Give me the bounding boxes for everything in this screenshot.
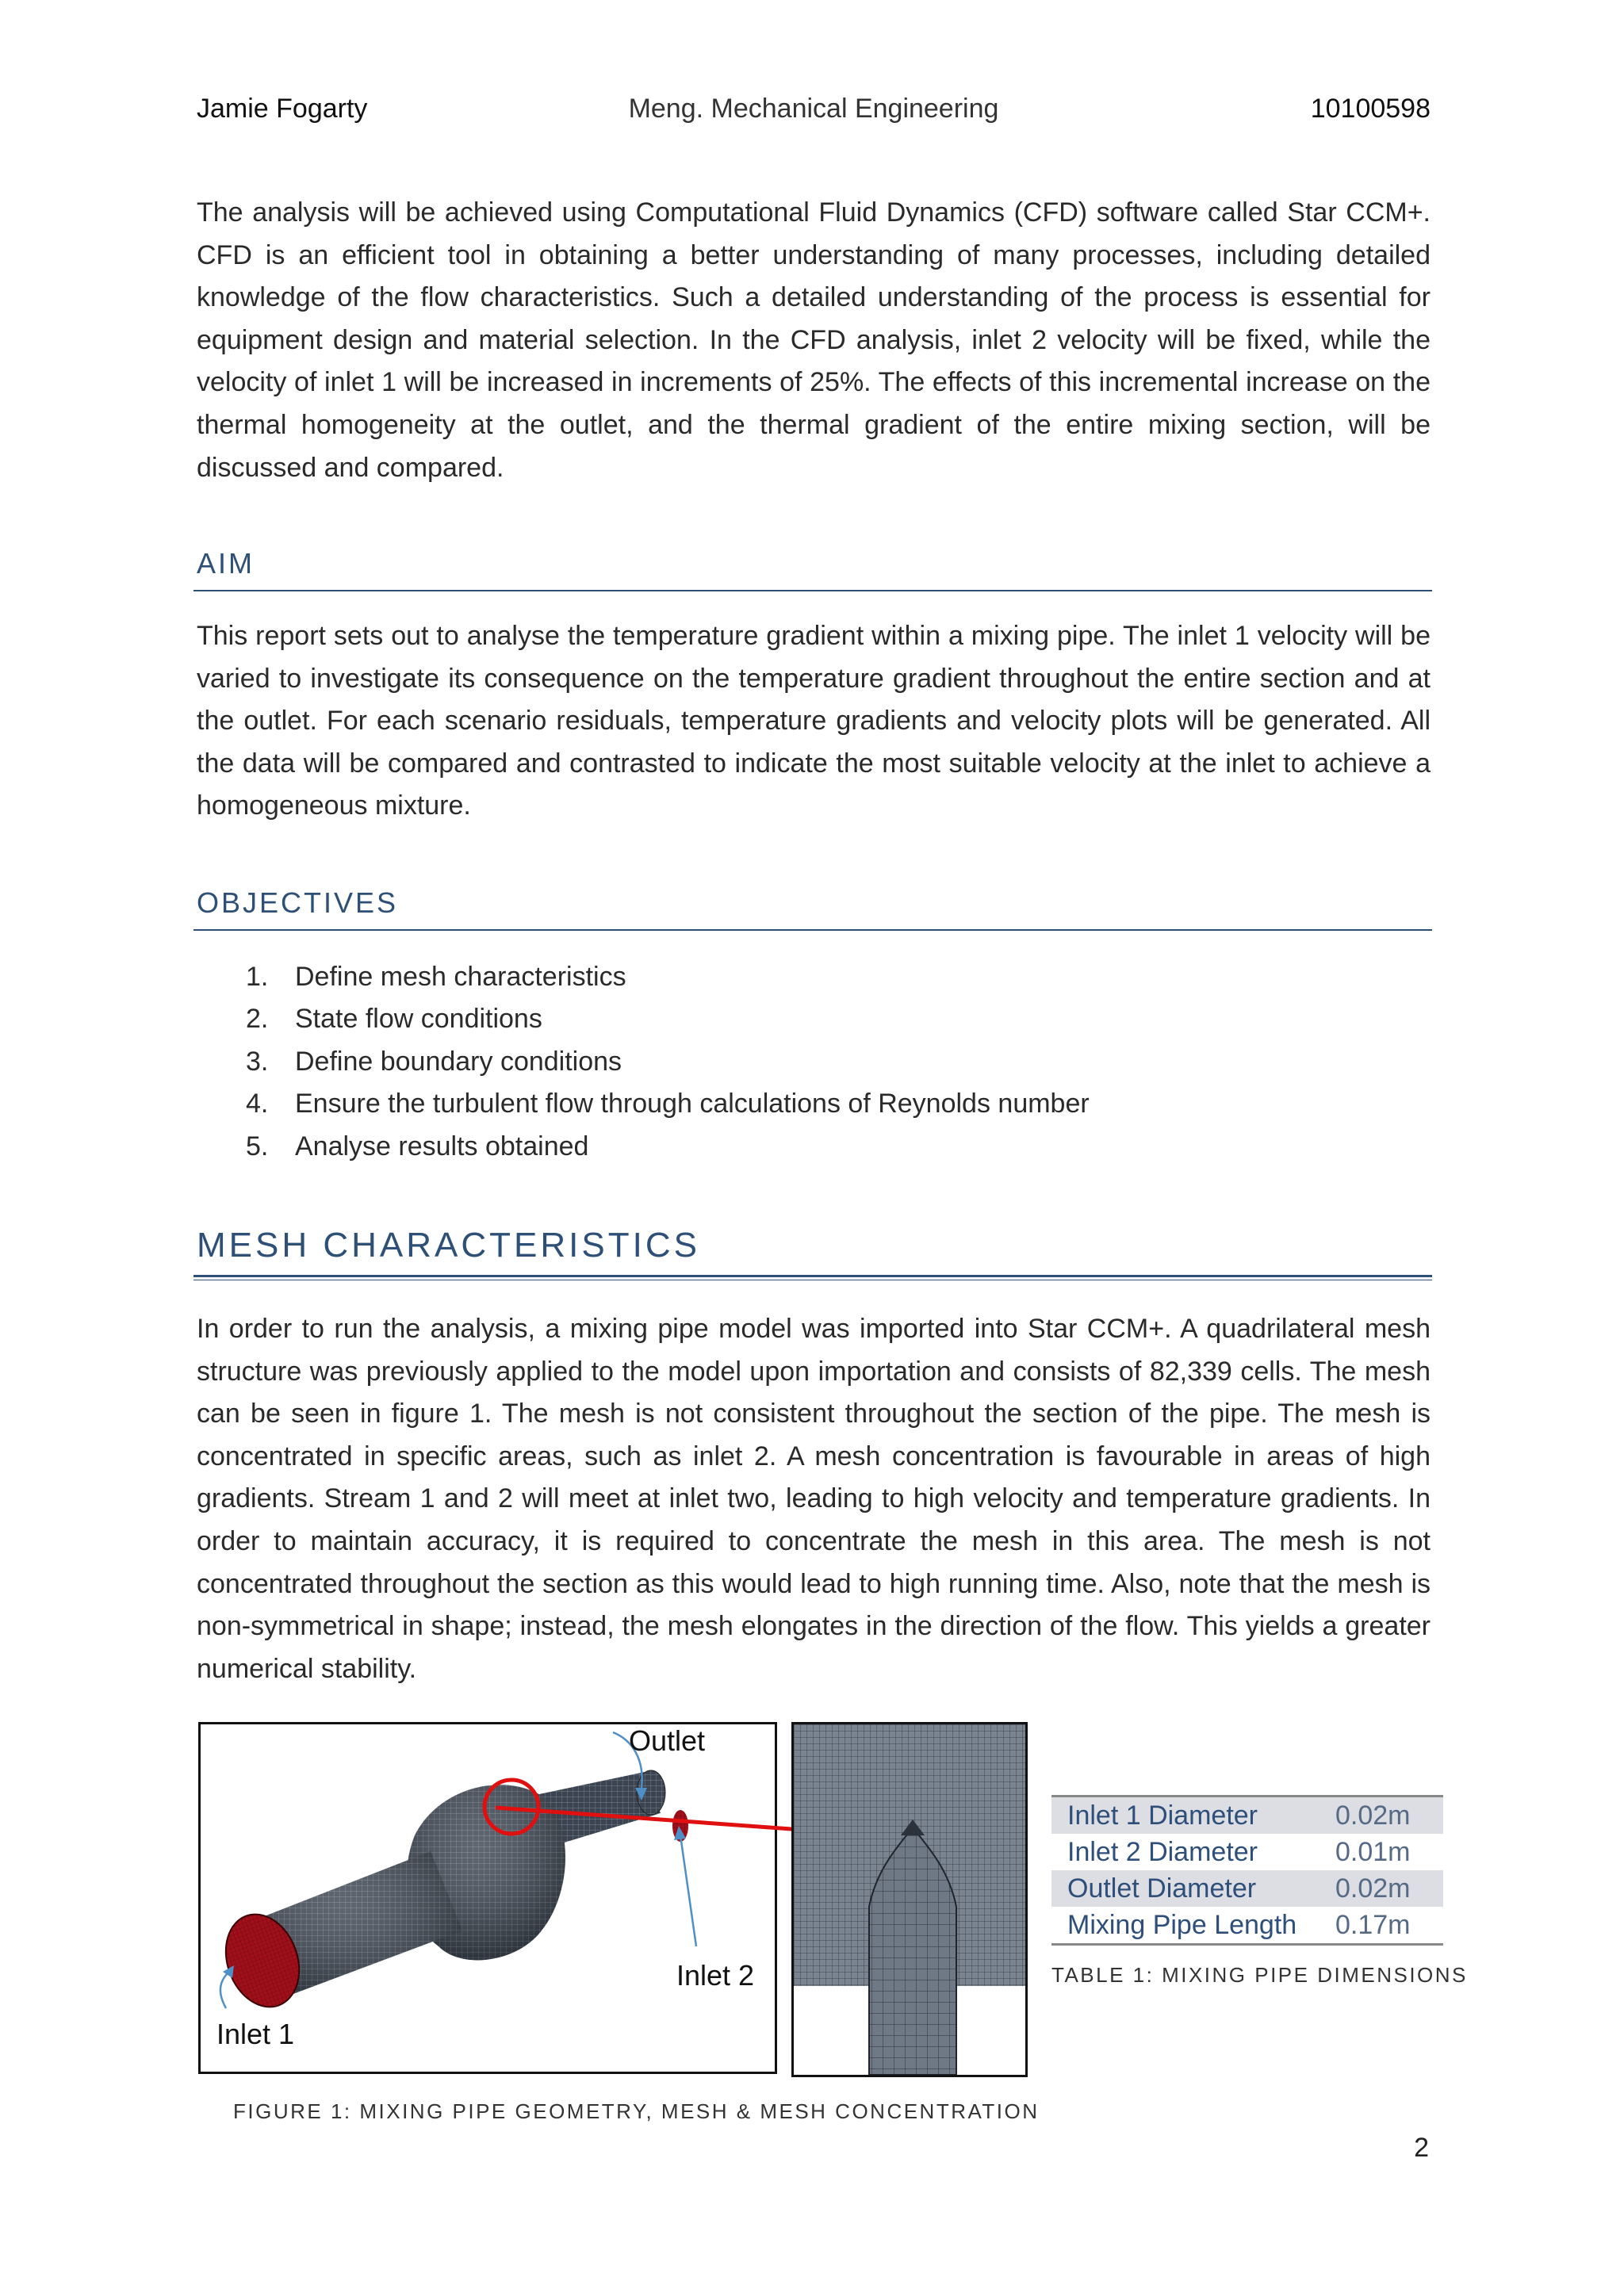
table-cell-label: Inlet 1 Diameter xyxy=(1067,1800,1258,1831)
table-cell-value: 0.17m xyxy=(1335,1910,1411,1940)
list-item xyxy=(197,1041,1090,1083)
table-row xyxy=(1051,1834,1443,1870)
header-course: Meng. Mechanical Engineering xyxy=(628,94,999,124)
list-item-number: 3. xyxy=(246,1046,269,1077)
outlet-label: Outlet xyxy=(629,1724,706,1757)
mesh-zoom-panel xyxy=(791,1722,1028,2077)
inlet1-label: Inlet 1 xyxy=(216,2018,295,2050)
mesh-heading-rule xyxy=(193,1275,1432,1277)
mesh-concentration-image xyxy=(794,1724,1025,2075)
table-bottom-rule xyxy=(1051,1943,1443,1946)
list-item-text: Ensure the turbulent flow through calculations of Reynolds number xyxy=(295,1089,1090,1119)
list-item-number: 1. xyxy=(246,962,269,992)
list-item-number: 2. xyxy=(246,1004,269,1035)
mesh-paragraph: In order to run the analysis, a mixing pipe model was imported into Star CCM+. A quadrilateral mesh structure was previously applied to the model upon importation and consists of 82,339 cells. The mesh can be seen in figure 1. The mesh is not consistent throughout the section of the pipe. The mesh is concentrated in specific areas, such as inlet 2. A mesh concentration is favourable in areas of high gradients. Stream 1 and 2 will meet at inlet two, leading to high velocity and temperature gradients. In order to maintain accuracy, it is required to concentrate the mesh in this area. The mesh is not concentrated throughout the section as this would lead to high running time. Also, note that the mesh is non-symmetrical in shape; instead, the mesh elongates in the direction of the flow. This yields a greater numerical stability. xyxy=(197,1314,1431,1684)
objectives-heading: OBJECTIVES xyxy=(197,886,399,919)
aim-heading: AIM xyxy=(197,547,255,580)
table-cell-value: 0.02m xyxy=(1335,1800,1411,1831)
mesh-figure-panel xyxy=(198,1722,777,2074)
list-item xyxy=(197,1126,1090,1168)
inlet2-label: Inlet 2 xyxy=(676,1959,755,1992)
list-item xyxy=(197,998,1090,1040)
table-caption: TABLE 1: MIXING PIPE DIMENSIONS xyxy=(1051,1963,1468,1987)
page-header xyxy=(197,94,1431,141)
list-item-text: Define mesh characteristics xyxy=(295,962,626,992)
page-number: 2 xyxy=(1414,2133,1429,2163)
list-item-text: State flow conditions xyxy=(295,1004,542,1035)
dimensions-table xyxy=(1051,1795,1443,1946)
list-item-text: Define boundary conditions xyxy=(295,1046,622,1077)
mesh-heading: MESH CHARACTERISTICS xyxy=(197,1226,700,1265)
list-item xyxy=(197,1083,1090,1125)
list-item-text: Analyse results obtained xyxy=(295,1131,589,1161)
header-student-id: 10100598 xyxy=(1310,94,1431,124)
intro-paragraph: The analysis will be achieved using Computational Fluid Dynamics (CFD) software called Star CCM+. CFD is an efficient tool in obtaining a better understanding of many processes, including detailed knowledge of the flow characteristics. Such a detailed understanding of the process is essential for equipment design and material selection. In the CFD analysis, inlet 2 velocity will be fixed, while the velocity of inlet 1 will be increased in increments of 25%. The effects of this incremental increase on the thermal homogeneity at the outlet, and the thermal gradient of the entire mixing section, will be discussed and compared. xyxy=(197,197,1431,483)
figure-caption: FIGURE 1: MIXING PIPE GEOMETRY, MESH & MESH CONCENTRATION xyxy=(233,2099,1040,2123)
list-item-number: 5. xyxy=(246,1131,269,1161)
aim-paragraph: This report sets out to analyse the temperature gradient within a mixing pipe. The inlet 1 velocity will be varied to investigate its consequence on the temperature gradient throughout the entire section and at the outlet. For each scenario residuals, temperature gradients and velocity plots will be generated. All the data will be compared and contrasted to indicate the most suitable velocity at the inlet to achieve a homogeneous mixture. xyxy=(197,621,1431,821)
list-item xyxy=(197,956,1090,998)
table-cell-value: 0.01m xyxy=(1335,1837,1411,1867)
aim-heading-rule xyxy=(193,590,1432,591)
list-item-number: 4. xyxy=(246,1089,269,1119)
table-cell-label: Outlet Diameter xyxy=(1067,1873,1257,1904)
table-row xyxy=(1051,1870,1443,1907)
table-row xyxy=(1051,1797,1443,1834)
table-cell-label: Mixing Pipe Length xyxy=(1067,1910,1297,1940)
objectives-heading-rule xyxy=(193,929,1432,931)
table-cell-value: 0.02m xyxy=(1335,1873,1411,1904)
table-cell-label: Inlet 2 Diameter xyxy=(1067,1837,1258,1867)
objectives-list xyxy=(197,956,1090,1168)
header-author: Jamie Fogarty xyxy=(197,94,368,124)
table-row xyxy=(1051,1907,1443,1943)
inlet1-pointer xyxy=(220,1972,229,2008)
